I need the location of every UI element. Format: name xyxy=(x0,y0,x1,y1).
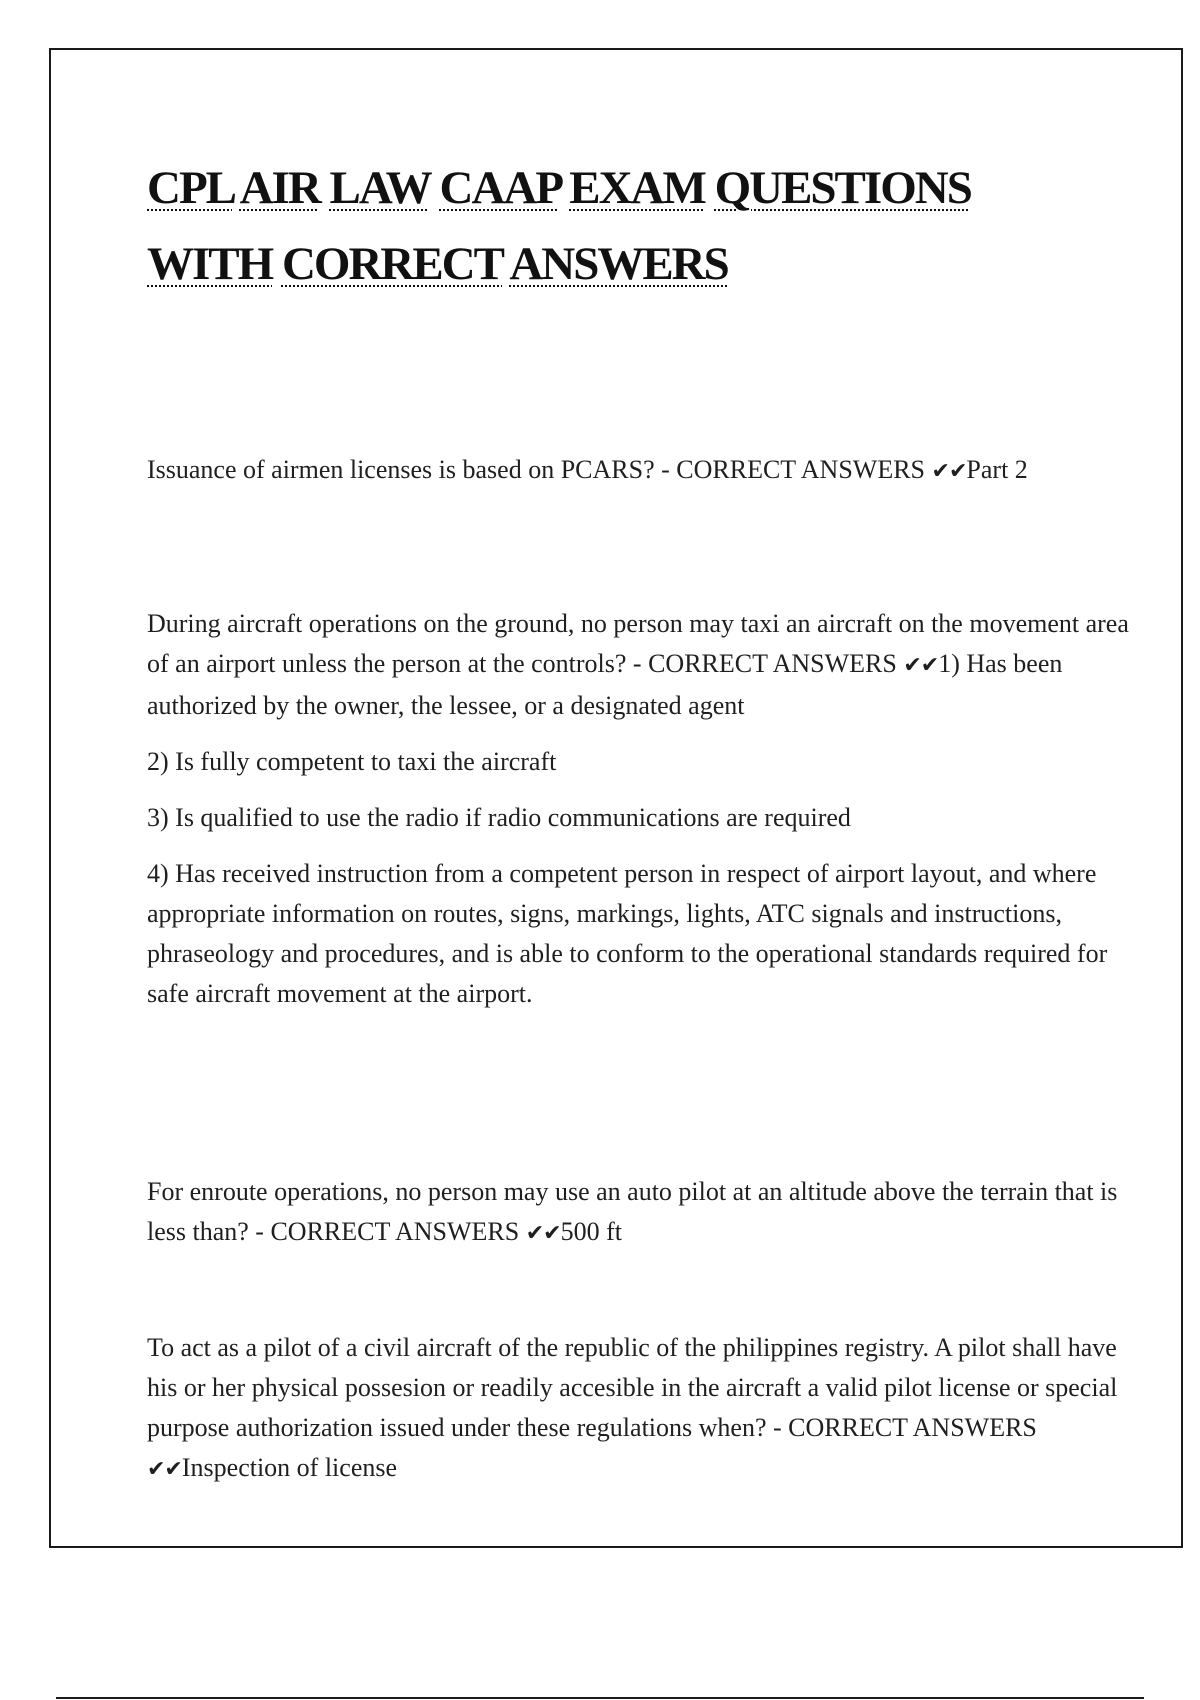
question-text: During aircraft operations on the ground, no person may taxi an aircraft on the movement area of an airport unless the person at the controls? - CORRECT ANSWERS xyxy=(147,609,1129,678)
title-word: WITH xyxy=(147,238,273,290)
title-word: CORRECT xyxy=(281,238,503,290)
page-frame xyxy=(49,48,1183,1548)
answer-text: 500 ft xyxy=(560,1217,622,1246)
answer-continuation: 3) Is qualified to use the radio if radio communications are required xyxy=(147,803,851,832)
title-word: QUESTIONS xyxy=(714,162,971,214)
title-word: AIR xyxy=(239,162,320,214)
qa-item-4 xyxy=(147,1328,1137,1506)
qa-item-1 xyxy=(147,450,1137,508)
question-text: For enroute operations, no person may use an auto pilot at an altitude above the terrain that is less than? - CORRECT ANSWERS xyxy=(147,1177,1118,1246)
title-word: CAAP xyxy=(439,162,560,214)
title-line-1 xyxy=(147,150,1127,226)
check-marks-icon: ✔✔ xyxy=(525,1221,561,1246)
qa-item-2 xyxy=(147,604,1137,1030)
answer-continuation: 4) Has received instruction from a competent person in respect of airport layout, and where appropriate information on routes, signs, markings, lights, ATC signals and instructions, phraseology and procedures, and is able to conform to the operational standards required for safe aircraft movement at the airport. xyxy=(147,859,1108,1008)
title-word: CPL xyxy=(147,162,233,214)
check-marks-icon: ✔✔ xyxy=(903,653,939,678)
qa-item-3 xyxy=(147,1172,1137,1270)
answer-text: Part 2 xyxy=(966,455,1028,484)
qa-paragraph xyxy=(147,1328,1137,1490)
title-line-2 xyxy=(147,226,1127,302)
document-title xyxy=(147,150,1127,302)
answer-continuation: 2) Is fully competent to taxi the aircraft xyxy=(147,747,557,776)
answer-text: 1) Has been authorized by the owner, the lessee, or a designated agent xyxy=(147,649,1063,720)
title-word: ANSWERS xyxy=(509,238,728,290)
question-text: Issuance of airmen licenses is based on PCARS? - CORRECT ANSWERS xyxy=(147,455,932,484)
qa-paragraph xyxy=(147,450,1137,492)
check-marks-icon: ✔✔ xyxy=(147,1457,182,1482)
answer-text: Inspection of license xyxy=(181,1453,398,1482)
check-marks-icon: ✔✔ xyxy=(931,459,967,484)
qa-paragraph xyxy=(147,604,1137,726)
qa-paragraph xyxy=(147,1172,1137,1254)
title-word: EXAM xyxy=(569,162,705,214)
question-text: To act as a pilot of a civil aircraft of the republic of the philippines registry. A pilot shall have his or her physical possesion or readily accesible in the aircraft a valid pilot license or special purpose authorization issued under these regulations when? - CORRECT ANSWERS xyxy=(147,1333,1118,1442)
title-word: LAW xyxy=(329,162,430,214)
bottom-divider xyxy=(56,1697,1144,1699)
